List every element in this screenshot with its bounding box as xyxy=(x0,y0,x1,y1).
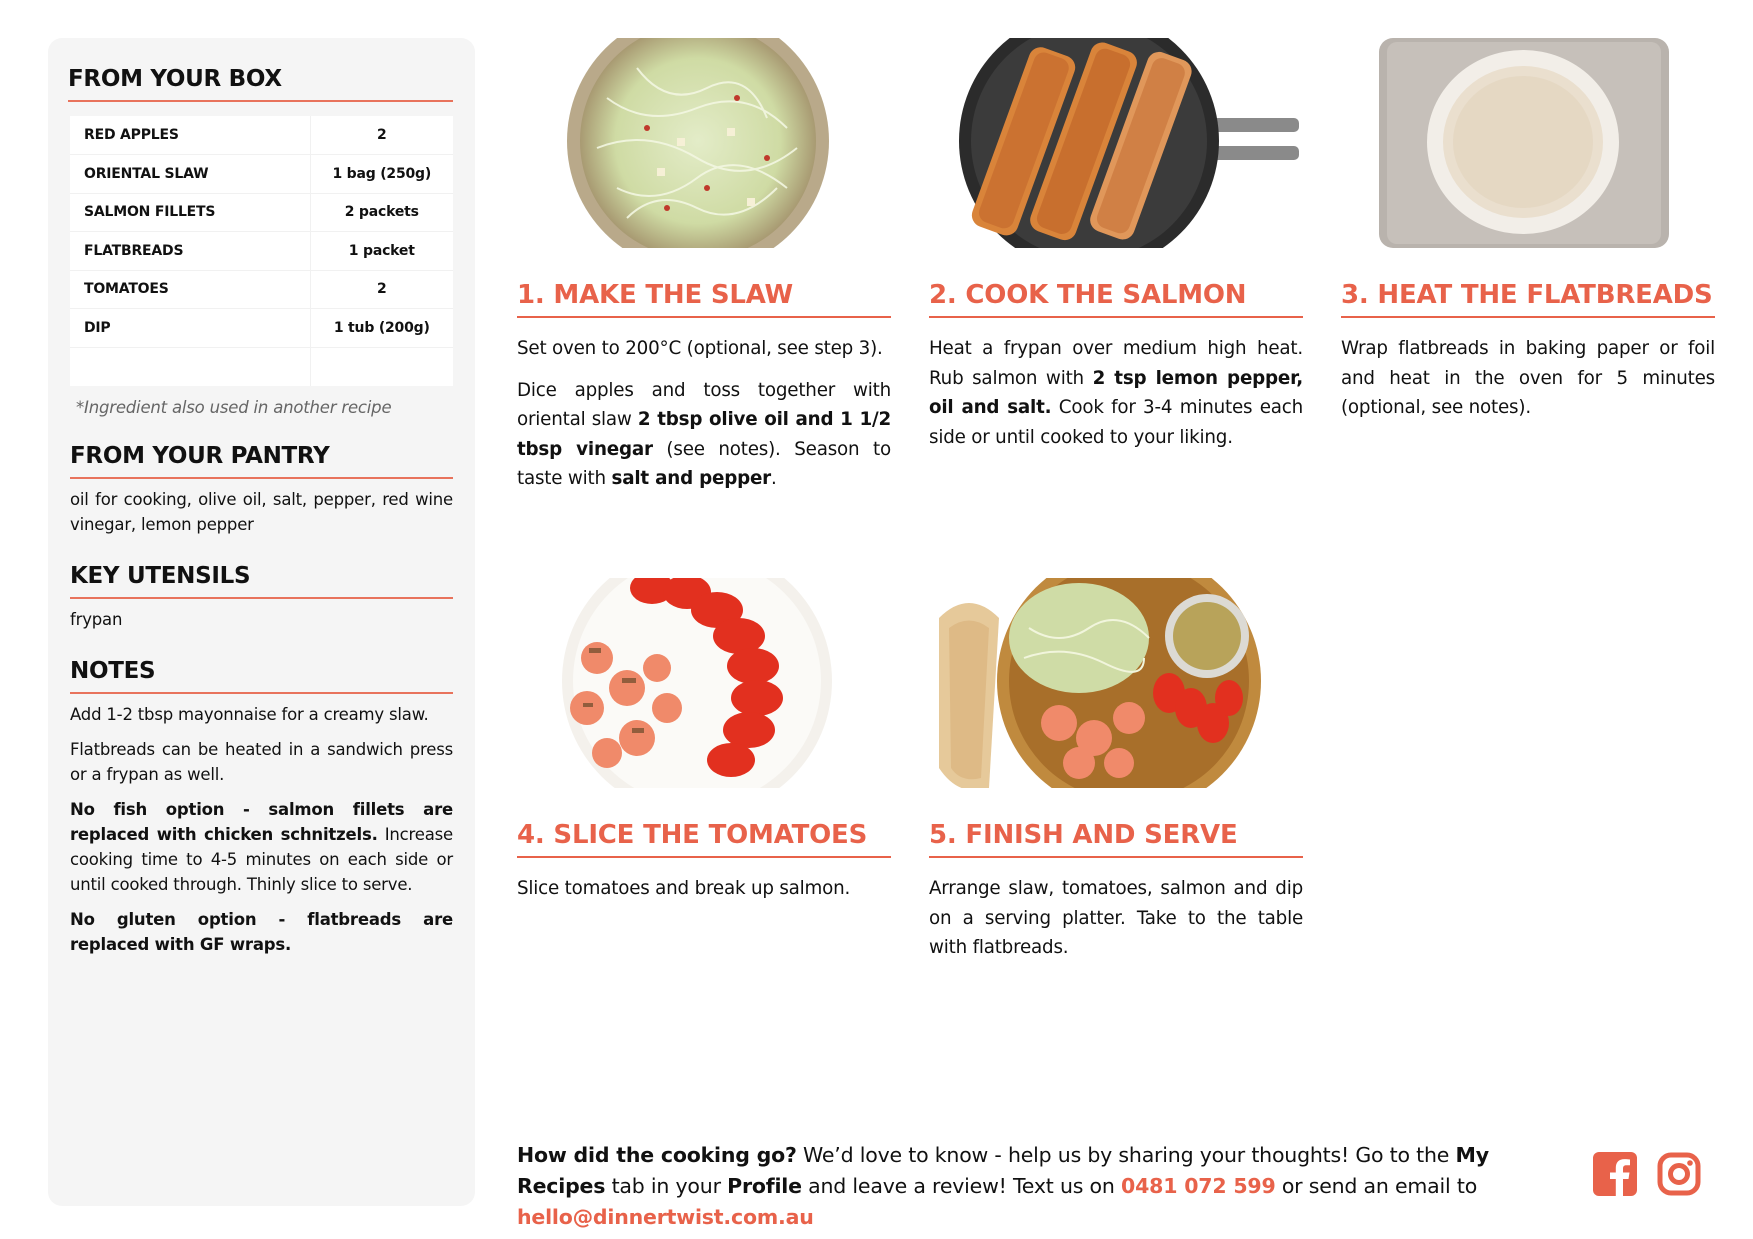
step-3-body xyxy=(1341,334,1715,423)
bold-text: 2 tbsp olive oil and 1 1/2 tbsp vinegar xyxy=(517,409,891,460)
ingredient-name: SALMON FILLETS xyxy=(70,193,310,232)
phone-link[interactable]: 0481 072 599 xyxy=(1121,1174,1276,1198)
instagram-icon[interactable] xyxy=(1657,1152,1701,1200)
my-recipes-label: My Recipes xyxy=(517,1143,1489,1198)
note-no-gluten xyxy=(70,907,453,957)
bold-text: salt and pepper xyxy=(611,468,771,489)
serving-platter-photo xyxy=(929,578,1303,788)
ingredient-name: FLATBREADS xyxy=(70,232,310,271)
ingredient-qty: 2 packets xyxy=(310,193,453,232)
table-row xyxy=(70,116,453,155)
flatbreads-photo xyxy=(1341,38,1715,248)
tomatoes-photo xyxy=(517,578,891,788)
step-4-body xyxy=(517,874,891,904)
text: Cook for 3-4 minutes each side or until cooked to your liking. xyxy=(929,397,1303,448)
pantry-text: oil for cooking, olive oil, salt, pepper, red wine vinegar, lemon pepper xyxy=(70,490,453,534)
ingredient-qty: 1 packet xyxy=(310,232,453,271)
note-no-fish-text: Increase cooking time to 4-5 minutes on each side or until cooked through. Thinly slice to serve. xyxy=(70,825,453,894)
step-2-body xyxy=(929,334,1303,452)
ingredients-table xyxy=(70,116,453,386)
note-no-fish-bold: No fish option - salmon fillets are replaced with chicken schnitzels. xyxy=(70,800,453,844)
step-4-para-1: Slice tomatoes and break up salmon. xyxy=(517,878,851,899)
footer-text: tab in your xyxy=(605,1174,728,1198)
step-4-title: 4. SLICE THE TOMATOES xyxy=(517,820,891,858)
salmon-pan-photo xyxy=(929,38,1303,248)
table-row-empty xyxy=(70,347,453,386)
utensils-text: frypan xyxy=(70,610,123,629)
ingredient-name: ORIENTAL SLAW xyxy=(70,155,310,194)
step-5-title: 5. FINISH AND SERVE xyxy=(929,820,1303,858)
notes-heading: NOTES xyxy=(70,658,453,694)
ingredient-name: RED APPLES xyxy=(70,116,310,155)
slaw-photo xyxy=(517,38,891,248)
table-row xyxy=(70,309,453,348)
from-your-box-heading: FROM YOUR BOX xyxy=(68,66,453,102)
step-4 xyxy=(517,578,891,904)
step-2-title: 2. COOK THE SALMON xyxy=(929,280,1303,318)
text: Heat a frypan over medium high heat. Rub salmon with xyxy=(929,338,1303,389)
ingredient-name: TOMATOES xyxy=(70,270,310,309)
utensils-section xyxy=(70,563,453,632)
feedback-footer xyxy=(517,1140,1577,1233)
facebook-icon[interactable] xyxy=(1593,1152,1637,1200)
ingredient-qty: 2 xyxy=(310,270,453,309)
ingredient-qty: 2 xyxy=(310,116,453,155)
profile-label: Profile xyxy=(727,1174,802,1198)
table-row xyxy=(70,270,453,309)
pantry-heading: FROM YOUR PANTRY xyxy=(70,443,453,479)
step-3-title: 3. HEAT THE FLATBREADS xyxy=(1341,280,1715,318)
step-5-para-1: Arrange slaw, tomatoes, salmon and dip on a serving platter. Take to the table with flatbreads. xyxy=(929,878,1303,958)
empty-cell xyxy=(70,347,310,386)
ingredient-qty: 1 bag (250g) xyxy=(310,155,453,194)
table-row xyxy=(70,193,453,232)
sidebar xyxy=(48,38,475,1206)
footer-text: We’d love to know - help us by sharing your thoughts! Go to the xyxy=(796,1143,1456,1167)
empty-cell xyxy=(310,347,453,386)
note-flatbreads: Flatbreads can be heated in a sandwich press or a frypan as well. xyxy=(70,740,453,784)
email-link[interactable]: hello@dinnertwist.com.au xyxy=(517,1205,814,1229)
step-1-para-2 xyxy=(517,376,891,494)
ingredient-note: *Ingredient also used in another recipe xyxy=(76,398,392,417)
text: . xyxy=(771,468,777,489)
bold-text: 2 tsp lemon pepper, oil and salt. xyxy=(929,367,1303,418)
step-1-para-1: Set oven to 200°C (optional, see step 3). xyxy=(517,338,883,359)
ingredient-name: DIP xyxy=(70,309,310,348)
feedback-question: How did the cooking go? xyxy=(517,1143,797,1167)
step-1-body xyxy=(517,334,891,494)
step-3-para-1: Wrap flatbreads in baking paper or foil and heat in the oven for 5 minutes (optional, see notes). xyxy=(1341,338,1715,418)
note-no-gluten-bold: No gluten option - flatbreads are replaced with GF wraps. xyxy=(70,910,453,954)
text: (see notes). Season to taste with xyxy=(517,438,892,489)
pantry-section xyxy=(70,443,453,537)
step-1-title: 1. MAKE THE SLAW xyxy=(517,280,891,318)
footer-text: and leave a review! Text us on xyxy=(801,1174,1121,1198)
step-2-para-1 xyxy=(929,334,1303,452)
step-5 xyxy=(929,578,1303,963)
ingredient-qty: 1 tub (200g) xyxy=(310,309,453,348)
footer-text: or send an email to xyxy=(1275,1174,1478,1198)
table-row xyxy=(70,155,453,194)
notes-section xyxy=(70,658,453,957)
table-row xyxy=(70,232,453,271)
utensils-heading: KEY UTENSILS xyxy=(70,563,453,599)
step-1 xyxy=(517,38,891,494)
text: Dice apples and toss together with oriental slaw xyxy=(517,379,891,430)
step-5-body xyxy=(929,874,1303,963)
step-2 xyxy=(929,38,1303,452)
note-mayonnaise: Add 1-2 tbsp mayonnaise for a creamy slaw. xyxy=(70,705,429,724)
step-3 xyxy=(1341,38,1715,423)
note-no-fish xyxy=(70,797,453,897)
